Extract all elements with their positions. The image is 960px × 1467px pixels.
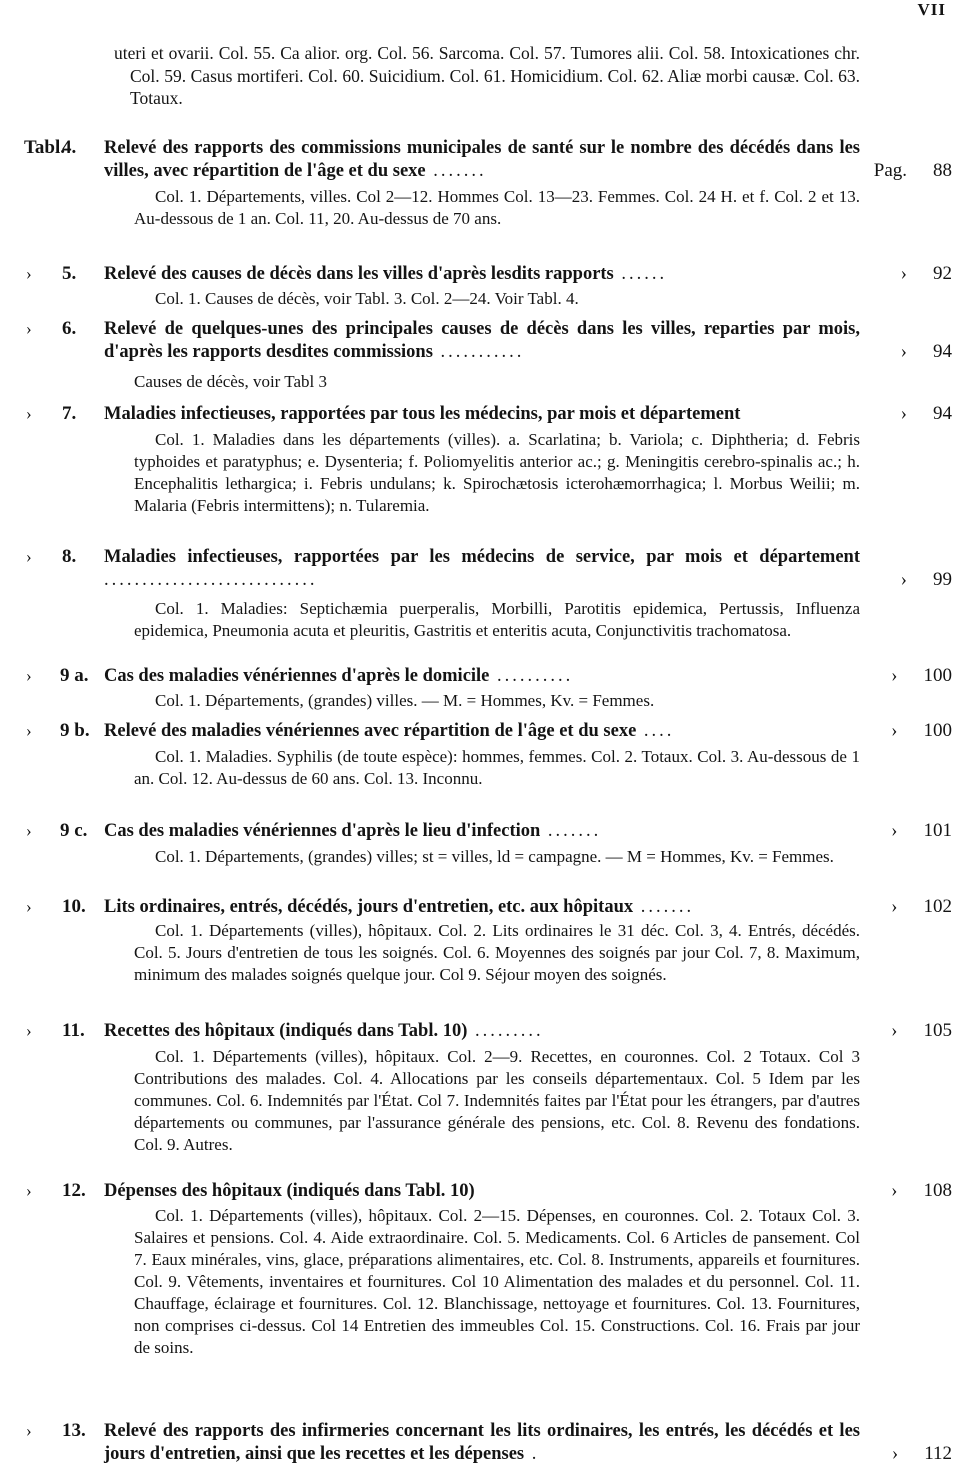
ditto-marker: ›	[26, 821, 32, 840]
table-title-text: Recettes des hôpitaux (indiqués dans Tabl. 10)	[104, 1021, 468, 1041]
leader-dots: ......	[613, 264, 668, 284]
table-title	[104, 263, 860, 286]
table-title	[104, 1020, 860, 1043]
continued-text: uteri et ovarii. Col. 55. Ca alior. org. Col. 56. Sarcoma. Col. 57. Tumores alii. Col. 58. Intoxicationes chr. Col. 59. Casus mortiferi. Col. 60. Suicidium. Col. 61. Homicidium. Col. 62. Aliæ morbi causæ. Col. 63. Totaux.	[114, 43, 860, 108]
page-prefix: ›	[891, 820, 898, 841]
leader-dots: ...........	[432, 341, 525, 362]
column-description: Col. 1. Départements, (grandes) villes; st = villes, ld = campagne. — M = Hommes, Kv. = Femmes.	[155, 847, 834, 866]
leader-dots: ....	[636, 721, 675, 741]
column-description: Col. 1. Départements (villes), hôpitaux. Col. 2—15. Dépenses, en couronnes. Col. 2. Totaux Col. 3. Salaires et pensions. Col. 4. Aide extraordinaire. Col. 5. Medicaments. Col. 6 Articles de pansement. Col 7. Eaux minérales, vins, glace, préparations alimentaires, etc. Col. 8. Instruments, appareils et fournitures. Col. 9. Vêtements, inventaires et fournitures. Col 10 Alimentation des malades et du personnel. Col. 11. Chauffage, éclairage et fournitures. Col. 12. Blanchissage, nettoyage et fournitures. Col. 13. Fournitures, non comprises ci-dessus. Col 14 Entretien des immeubles Col. 15. Constructions. Col. 16. Frais par jour de soins.	[134, 1206, 860, 1357]
page-prefix: ›	[891, 665, 898, 686]
table-title-text: Relevé des rapports des commissions municipales de santé sur le nombre des décédés dans les villes, avec répartition de l'âge et du sexe	[104, 138, 860, 181]
table-title-text: Relevé de quelques-unes des principales causes de décès dans les villes, reparties par mois, d'après les rapports desdites commissions	[104, 319, 860, 362]
page-value: 100	[923, 665, 952, 686]
leader-dots: ..........	[489, 666, 574, 686]
table-title	[104, 665, 860, 688]
ditto-marker: ›	[26, 264, 32, 283]
page-prefix: ›	[891, 720, 898, 741]
column-description: Col. 1. Maladies dans les départements (villes). a. Scarlatina; b. Variola; c. Diphtheria; d. Febris typhoides et paratyphus; e. Dysenteria; f. Poliomyelitis anterior ac.; g. Meningitis cerebro-spinalis ac.; h. Encephalitis lethargica; i. Febris undulans; k. Spirochætosis icterohæmorrhagica; l. Morbus Weilii; m. Malaria (Febris intermittens); n. Tularemia.	[134, 430, 860, 515]
table-number: 13.	[62, 1420, 86, 1441]
table-title	[104, 896, 860, 919]
leader-dots: .........	[467, 1021, 544, 1041]
table-number: 9 c.	[60, 820, 88, 841]
table-title-text: Maladies infectieuses, rapportées par tous les médecins, par mois et département	[104, 404, 741, 424]
table-title-text: Cas des maladies vénériennes d'après le domicile	[104, 666, 490, 686]
column-description: Col. 1. Départements, (grandes) villes. — M. = Hommes, Kv. = Femmes.	[155, 691, 655, 710]
leader-dots: .	[524, 1443, 540, 1464]
ditto-marker: ›	[26, 404, 32, 423]
table-number: 9 a.	[60, 665, 89, 686]
page-prefix: Pag.	[873, 159, 907, 181]
ditto-marker: ›	[26, 666, 32, 685]
ditto-marker: ›	[26, 897, 32, 916]
ditto-marker: ›	[26, 1181, 32, 1200]
page-reference	[891, 665, 952, 687]
table-title	[104, 720, 860, 743]
table-title	[104, 1180, 860, 1203]
table-number: 10.	[62, 896, 86, 917]
page-value: 94	[933, 340, 952, 362]
column-description: Col. 1. Départements, villes. Col 2—12. Hommes Col. 13—23. Femmes. Col. 24 H. et f. Col. 2 et 13. Au-dessous de 1 an. Col. 11, 20. Au-dessus de 70 ans.	[134, 187, 860, 228]
table-title	[104, 318, 860, 363]
page-value: 88	[933, 159, 952, 181]
page-reference	[891, 720, 952, 742]
page-reference	[891, 896, 952, 918]
ditto-marker: ›	[26, 1021, 32, 1040]
leader-dots: ............................	[104, 569, 318, 590]
page-value: 108	[923, 1180, 952, 1201]
page-reference	[891, 820, 952, 842]
page-prefix: ›	[900, 403, 907, 424]
page-reference	[901, 403, 952, 425]
table-title-text: Relevé des maladies vénériennes avec répartition de l'âge et du sexe	[104, 721, 637, 741]
page-prefix: ›	[891, 1442, 899, 1464]
table-number: 8.	[62, 546, 77, 567]
page-prefix: ›	[900, 263, 907, 284]
page-prefix: ›	[891, 1020, 898, 1041]
table-number: 6.	[62, 318, 77, 339]
column-description: Col. 1. Maladies. Syphilis (de toute espèce): hommes, femmes. Col. 2. Totaux. Col. 3. Au-dessous de 1 an. Col. 12. Au-dessus de 60 ans. Col. 13. Inconnu.	[134, 747, 860, 788]
page-reference	[901, 263, 952, 285]
page-reference	[891, 1020, 952, 1042]
column-description: Col. 1. Départements (villes), hôpitaux. Col. 2. Lits ordinaires le 31 déc. Col. 3, 4. Entrés, décédés. Col. 5. Jours d'entretien de tous les soignés. Col. 6. Moyennes des soignés par jour Col. 7, 8. Maximum, minimum des malades soignés quelque jour. Col 9. Séjour moyen des soignés.	[134, 921, 860, 984]
page-reference	[892, 1443, 952, 1465]
page-value: 101	[923, 820, 952, 841]
table-title-text: Cas des maladies vénériennes d'après le lieu d'infection	[104, 821, 541, 841]
page-reference	[891, 1180, 952, 1202]
page-reference	[901, 341, 952, 363]
leader-dots: .......	[540, 821, 602, 841]
page-prefix: ›	[900, 568, 907, 590]
column-description: Causes de décès, voir Tabl 3	[134, 372, 328, 391]
column-description: Col. 1. Maladies: Septichæmia puerperalis, Morbilli, Parotitis epidemica, Pertussis, Influenza epidemica, Pneumonia acuta et pleuritis, Gastritis et enteritis acuta, Conjunctivitis trachomatosa.	[134, 599, 860, 640]
table-number: 11.	[62, 1020, 85, 1041]
page-value: 102	[923, 896, 952, 917]
page-prefix: ›	[891, 1180, 898, 1201]
page-value: 99	[933, 568, 952, 590]
table-prefix: Tabl.	[24, 137, 66, 158]
ditto-marker: ›	[26, 1421, 32, 1440]
table-title-text: Dépenses des hôpitaux (indiqués dans Tabl. 10)	[104, 1181, 475, 1201]
page-value: 112	[924, 1442, 952, 1464]
leader-dots: .......	[633, 897, 695, 917]
table-number: 4.	[62, 137, 77, 158]
page-value: 105	[923, 1020, 952, 1041]
page-value: 94	[933, 403, 952, 424]
table-title-text: Lits ordinaires, entrés, décédés, jours d'entretien, etc. aux hôpitaux	[104, 897, 634, 917]
table-title	[104, 403, 860, 426]
ditto-marker: ›	[26, 319, 32, 338]
table-title	[104, 1420, 860, 1465]
column-description: Col. 1. Départements (villes), hôpitaux. Col. 2—9. Recettes, en couronnes. Col. 2 Totaux. Col 3 Contributions des malades. Col. 4. Allocations par les conseils départementaux. Col. 5 Idem par les communes. Col. 6. Indemnités par l'État. Col 7. Indemnités faites par l'État pour les étrangers, par d'autres départements ou communes, par l'assurance générale des pensions, etc. Col. 8. Revenu des fondations. Col. 9. Autres.	[134, 1047, 860, 1154]
table-number: 9 b.	[60, 720, 90, 741]
leader-dots: .......	[425, 160, 487, 181]
ditto-marker: ›	[26, 721, 32, 740]
page-prefix: ›	[891, 896, 898, 917]
page-reference	[901, 569, 952, 591]
table-title	[104, 820, 860, 843]
table-number: 7.	[62, 403, 77, 424]
table-title-text: Relevé des causes de décès dans les villes d'après lesdits rapports	[104, 264, 614, 284]
table-title-text: Relevé des rapports des infirmeries concernant les lits ordinaires, les entrés, les décédés et les jours d'entretien, ainsi que les recettes et les dépenses	[104, 1421, 860, 1464]
page-value: 92	[933, 263, 952, 284]
table-number: 5.	[62, 263, 77, 284]
table-number: 12.	[62, 1180, 86, 1201]
column-description: Col. 1. Causes de décès, voir Tabl. 3. Col. 2—24. Voir Tabl. 4.	[155, 289, 579, 308]
table-title	[104, 137, 860, 182]
ditto-marker: ›	[26, 547, 32, 566]
page-value: 100	[923, 720, 952, 741]
table-title	[104, 546, 860, 591]
table-title-text: Maladies infectieuses, rapportées par les médecins de service, par mois et département	[104, 547, 860, 567]
page-reference	[874, 160, 952, 182]
page-prefix: ›	[900, 340, 907, 362]
page-number: VII	[917, 0, 946, 19]
